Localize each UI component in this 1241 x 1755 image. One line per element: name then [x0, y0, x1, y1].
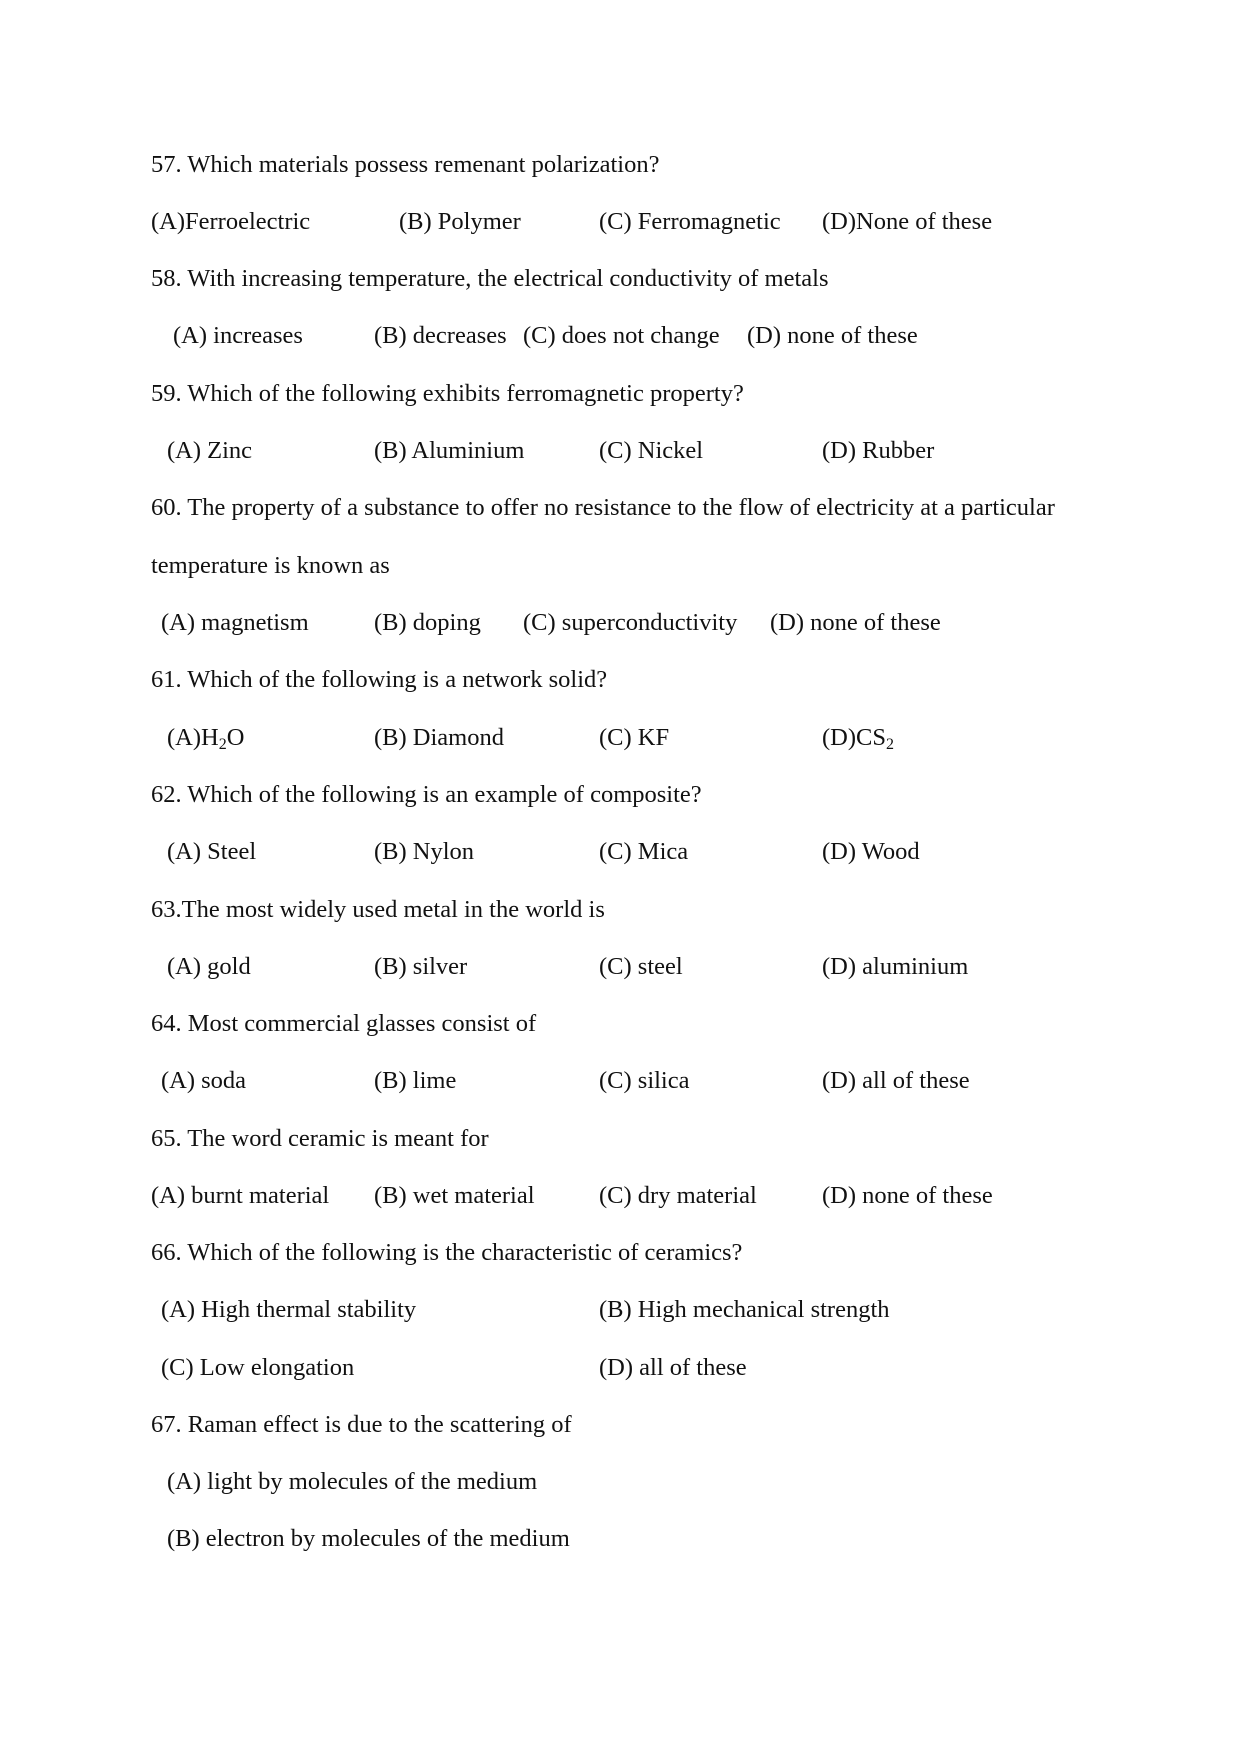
- question-59: 59. Which of the following exhibits ferromagnetic property?: [151, 380, 744, 407]
- q64-option-a: (A) soda: [161, 1067, 247, 1094]
- subscript-2: 2: [885, 736, 894, 753]
- q66-option-d: (D) all of these: [599, 1354, 747, 1381]
- q67-option-a: (A) light by molecules of the medium: [167, 1468, 538, 1495]
- question-66: 66. Which of the following is the characteristic of ceramics?: [151, 1239, 743, 1266]
- q64-option-d: (D) all of these: [822, 1067, 970, 1094]
- q61-option-a: $(A)H_2O$: [167, 724, 245, 753]
- q59-option-d: (D) Rubber: [822, 437, 935, 464]
- q63-option-c: (C) steel: [599, 953, 683, 980]
- q61-option-d: $(D)CS_2$: [822, 724, 894, 753]
- q67-option-b: (B) electron by molecules of the medium: [167, 1525, 570, 1552]
- question-65: 65. The word ceramic is meant for: [151, 1125, 489, 1152]
- q62-option-c: (C) Mica: [599, 838, 689, 865]
- q66-option-b: (B) High mechanical strength: [599, 1296, 890, 1323]
- q60-option-c: (C) superconductivity: [523, 609, 738, 636]
- q59-option-c: (C) Nickel: [599, 437, 704, 464]
- question-60: 60. The property of a substance to offer no resistance to the flow of electricity at a particular: [151, 494, 1055, 521]
- question-58: 58. With increasing temperature, the electrical conductivity of metals: [151, 265, 829, 292]
- q65-option-d: (D) none of these: [822, 1182, 993, 1209]
- q58-option-d: (D) none of these: [747, 322, 918, 349]
- q57-option-d: (D)None of these: [822, 208, 993, 235]
- q64-option-b: (B) lime: [374, 1067, 457, 1094]
- q63-option-d: (D) aluminium: [822, 953, 969, 980]
- question-64: 64. Most commercial glasses consist of: [151, 1010, 537, 1037]
- q63-option-b: (B) silver: [374, 953, 468, 980]
- subscript-2: 2: [218, 736, 227, 753]
- q61-option-b: (B) Diamond: [374, 724, 504, 751]
- q61-option-c: (C) KF: [599, 724, 670, 751]
- question-63: 63.The most widely used metal in the world is: [151, 896, 605, 923]
- question-61: 61. Which of the following is a network solid?: [151, 666, 608, 693]
- q58-option-b: (B) decreases: [374, 322, 507, 349]
- q59-option-b: (B) Aluminium: [374, 437, 525, 464]
- question-67: 67. Raman effect is due to the scattering of: [151, 1411, 572, 1438]
- q60-option-b: (B) doping: [374, 609, 481, 636]
- q65-option-c: (C) dry material: [599, 1182, 757, 1209]
- q57-option-a: (A)Ferroelectric: [151, 208, 311, 235]
- q66-option-c: (C) Low elongation: [161, 1354, 355, 1381]
- q65-option-a: (A) burnt material: [151, 1182, 330, 1209]
- q60-option-a: (A) magnetism: [161, 609, 309, 636]
- q63-option-a: (A) gold: [167, 953, 251, 980]
- q60-option-d: (D) none of these: [770, 609, 941, 636]
- q58-option-c: (C) does not change: [523, 322, 720, 349]
- q59-option-a: (A) Zinc: [167, 437, 253, 464]
- question-57: 57. Which materials possess remenant polarization?: [151, 151, 660, 178]
- question-60-continued: temperature is known as: [151, 552, 390, 579]
- q57-option-b: (B) Polymer: [399, 208, 521, 235]
- question-62: 62. Which of the following is an example of composite?: [151, 781, 702, 808]
- q62-option-d: (D) Wood: [822, 838, 920, 865]
- q65-option-b: (B) wet material: [374, 1182, 535, 1209]
- q64-option-c: (C) silica: [599, 1067, 690, 1094]
- q62-option-a: (A) Steel: [167, 838, 257, 865]
- q66-option-a: (A) High thermal stability: [161, 1296, 417, 1323]
- q62-option-b: (B) Nylon: [374, 838, 475, 865]
- q57-option-c: (C) Ferromagnetic: [599, 208, 781, 235]
- q58-option-a: (A) increases: [173, 322, 303, 349]
